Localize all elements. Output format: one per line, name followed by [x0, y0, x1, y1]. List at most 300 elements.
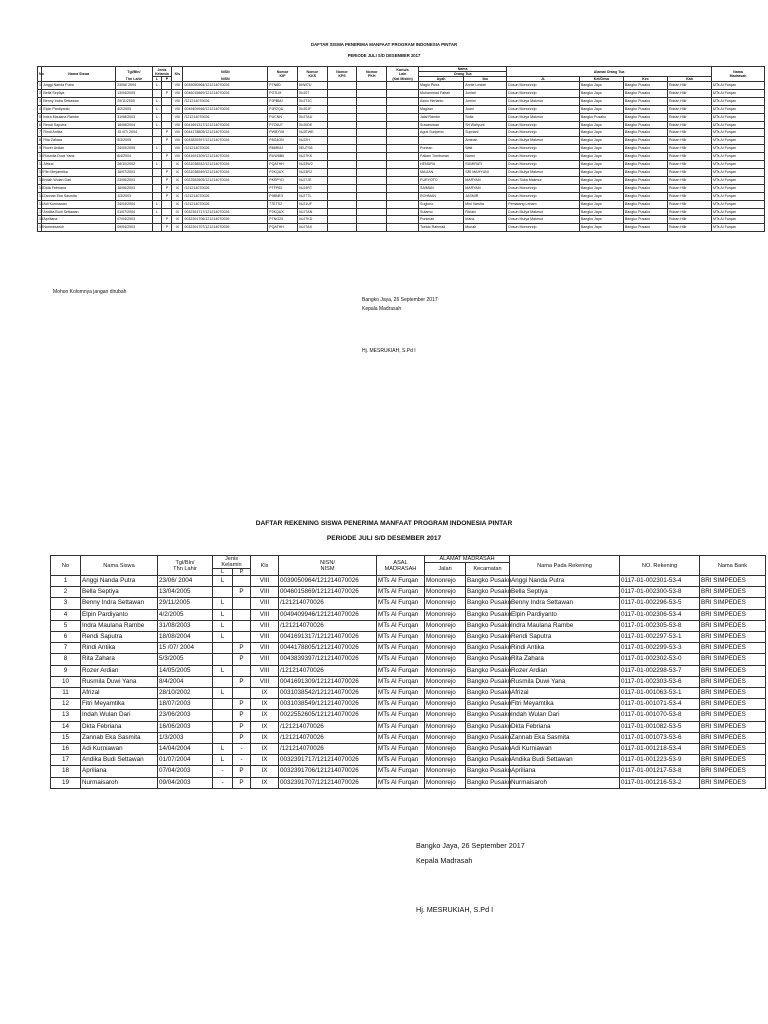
cell-no: 14	[51, 721, 81, 732]
table-row	[51, 587, 766, 598]
cell-tgl: 28/10/2002	[116, 161, 152, 169]
cell-nisn: 0031038549/121214070026	[183, 168, 268, 176]
cell-nisn: 0031038542/121214070026	[279, 688, 377, 699]
cell-asal: MTs Al Furqan	[377, 732, 425, 743]
cell-kls: VIII	[172, 145, 183, 153]
cell-empty	[327, 168, 357, 176]
cell-p: P	[162, 224, 172, 232]
cell-p: P	[233, 777, 251, 788]
cell-ayah: ROHMAN	[419, 192, 464, 200]
cell-kip: PWBYV8	[268, 129, 298, 137]
cell-nisn: /121214070026	[183, 145, 268, 153]
col2-jalan: Jalan	[425, 563, 466, 576]
cell-no: 8	[51, 654, 81, 665]
table-row	[38, 105, 765, 113]
cell-kls: IX	[172, 200, 183, 208]
cell-jalan: Mononrejo	[425, 665, 466, 676]
cell-kab: Rokan Hilir	[667, 216, 711, 224]
cell-no: 3	[51, 598, 81, 609]
cell-nisn: /121214070026	[183, 184, 268, 192]
doc2-signer: Hj. MESRUKIAH, S.Pd I	[416, 905, 494, 914]
cell-nisn: /121214070026	[183, 97, 268, 105]
cell-empty	[357, 137, 387, 145]
col2-asal: ASAL MADRASAH	[377, 556, 425, 576]
cell-nisn: 0041691317/121214070026	[279, 632, 377, 643]
cell-ayah: Poniman	[419, 216, 464, 224]
cell-l	[152, 137, 162, 145]
cell-no: 7	[38, 129, 42, 137]
col-jl: JL	[507, 77, 580, 82]
cell-ayah: Paiiam Tumbunan	[419, 153, 464, 161]
cell-jl: Dusun Mononrejo	[507, 192, 580, 200]
cell-nama: Elpin Pardiyanto	[42, 105, 116, 113]
cell-kls: IX	[251, 699, 279, 710]
cell-kec: Bangko Pusako	[623, 192, 667, 200]
cell-empty	[357, 184, 387, 192]
cell-kec: Bangko Pusako	[623, 145, 667, 153]
table-row	[51, 688, 766, 699]
cell-kel: Bangko Jaya	[579, 208, 623, 216]
col2-rek-nama: Nama Pada Rekening	[510, 556, 620, 576]
cell-jl: Dusun Mononrejo	[507, 184, 580, 192]
cell-l: L	[213, 744, 233, 755]
cell-no: 12	[51, 699, 81, 710]
table-row	[38, 97, 765, 105]
cell-tgl: 01/07/2004	[116, 208, 152, 216]
cell-nisn: 0032391717/121214070026	[183, 208, 268, 216]
cell-kls: IX	[251, 721, 279, 732]
cell-tgl: 14/04/2004	[116, 200, 152, 208]
cell-kel: Bangko Jaya	[579, 168, 623, 176]
cell-kec: Bangko Pusako	[466, 587, 510, 598]
cell-rnama: Anggi Nanda Putra	[510, 576, 620, 587]
cell-empty	[357, 129, 387, 137]
cell-rek: 0117-01-001071-53-4	[620, 699, 700, 710]
cell-asal: MTs Al Furqan	[377, 643, 425, 654]
cell-empty	[357, 105, 387, 113]
cell-empty	[327, 161, 357, 169]
col2-nama: Nama Siswa	[81, 556, 158, 576]
cell-jalan: Mononrejo	[425, 609, 466, 620]
cell-kip: PQATHH	[268, 161, 298, 169]
cell-l: L	[213, 688, 233, 699]
cell-jl: Dusun Mononrejo	[507, 153, 580, 161]
cell-bank: BRI SIMPEDES	[700, 654, 766, 665]
cell-p: P	[162, 168, 172, 176]
cell-nama: Afrizal	[81, 688, 158, 699]
cell-kls: IX	[172, 176, 183, 184]
doc1-note: Mohon Kolomnya jangan dirubah	[53, 289, 127, 295]
cell-no: 11	[38, 161, 42, 169]
cell-kls: IX	[172, 216, 183, 224]
cell-tgl: 16/06/2003	[158, 721, 213, 732]
cell-l	[152, 192, 162, 200]
cell-p	[162, 208, 172, 216]
cell-no: 13	[38, 176, 42, 184]
cell-ibu: Sri Wahyuni	[464, 121, 507, 129]
cell-kks: 0EUTS6	[297, 145, 327, 153]
cell-jalan: Mononrejo	[425, 654, 466, 665]
cell-no: 6	[51, 632, 81, 643]
cell-kls: IX	[172, 192, 183, 200]
cell-kls: VIII	[251, 587, 279, 598]
cell-kec: Bangko Pusako	[623, 184, 667, 192]
cell-nama: Anggi Nanda Putra	[42, 82, 116, 90]
cell-kls: VIII	[172, 129, 183, 137]
cell-kls: IX	[251, 732, 279, 743]
cell-l: L	[152, 145, 162, 153]
doc2-period: PERIODE JULI S/D DESEMBER 2017	[326, 535, 442, 542]
cell-l: L	[152, 200, 162, 208]
cell-empty	[357, 89, 387, 97]
cell-ibu: Supriani	[464, 129, 507, 137]
doc2-position: Kepala Madrasah	[416, 856, 473, 865]
cell-kls: VIII	[172, 89, 183, 97]
cell-ibu: Juani	[464, 105, 507, 113]
cell-jalan: Mononrejo	[425, 688, 466, 699]
cell-rnama: Bella Septiya	[510, 587, 620, 598]
cell-kec: Bangko Pusako	[623, 89, 667, 97]
cell-jalan: Mononrejo	[425, 587, 466, 598]
cell-kls: VIII	[251, 609, 279, 620]
cell-ayah: SAIMAN	[419, 184, 464, 192]
cell-kab: Rokan Hilir	[667, 121, 711, 129]
cell-kec: Bangko Pusako	[623, 82, 667, 90]
bank-account-table	[50, 555, 766, 789]
cell-kec: Bangko Pusako	[466, 755, 510, 766]
col2-rek-no: NO. Rekening	[620, 556, 700, 576]
cell-bank: BRI SIMPEDES	[700, 755, 766, 766]
doc2-place-date: Bangko Jaya, 26 September 2017	[416, 841, 525, 850]
cell-kks: 0UJ0DE	[297, 121, 327, 129]
cell-jl: Dusun Mononrejo	[507, 129, 580, 137]
cell-no: 5	[51, 620, 81, 631]
cell-nisn: 0043839397/121214070026	[183, 137, 268, 145]
cell-empty	[387, 137, 419, 145]
cell-kks: 0UJ7KK	[297, 153, 327, 161]
cell-no: 2	[51, 587, 81, 598]
cell-nama: Bella Septiya	[42, 89, 116, 97]
cell-kab: Rokan Hilir	[667, 224, 711, 232]
cell-kab: Rokan Hilir	[667, 192, 711, 200]
cell-empty	[387, 89, 419, 97]
cell-asal: MTs Al Furqan	[377, 620, 425, 631]
cell-tgl: 16/06/2003	[116, 184, 152, 192]
cell-p	[162, 161, 172, 169]
table-row	[38, 216, 765, 224]
cell-rek: 0117-01-001063-53-1	[620, 688, 700, 699]
cell-kel: Bangko Jaya	[579, 192, 623, 200]
cell-no: 16	[51, 744, 81, 755]
cell-kip: PQATHH	[268, 224, 298, 232]
cell-p	[162, 145, 172, 153]
col-kip: Nomor KIP	[268, 67, 298, 82]
cell-ayah: Magio Putra	[419, 82, 464, 90]
cell-jalan: Mononrejo	[425, 632, 466, 643]
cell-kks: 0UJ3RJ	[297, 168, 327, 176]
cell-p	[233, 620, 251, 631]
col-pkh: Nomor PKH	[357, 67, 387, 82]
cell-kab: Rokan Hilir	[667, 161, 711, 169]
cell-kks: 0UJ7AN	[297, 208, 327, 216]
cell-nama: Andika Budi Settawan	[81, 755, 158, 766]
cell-tgl: 01/07/2004	[158, 755, 213, 766]
cell-nama: Indah Wulan Dari	[81, 710, 158, 721]
cell-kls: IX	[251, 755, 279, 766]
cell-asal: MTs Al Furqan	[377, 688, 425, 699]
cell-kel: Bangko Jaya	[579, 89, 623, 97]
cell-l	[152, 224, 162, 232]
cell-l	[152, 129, 162, 137]
cell-l: L	[213, 632, 233, 643]
cell-nama: Nurmaisaroh	[42, 224, 116, 232]
cell-bank: BRI SIMPEDES	[700, 632, 766, 643]
cell-l	[152, 168, 162, 176]
cell-tgl: 13/04/2005	[158, 587, 213, 598]
cell-nama: Dkta Febriana	[81, 721, 158, 732]
cell-l: L	[152, 208, 162, 216]
cell-jl: Dusun Mononrejo	[507, 145, 580, 153]
cell-empty	[357, 145, 387, 153]
cell-kab: Rokan Hilir	[667, 176, 711, 184]
cell-rnama: Rusmila Duwi Yana	[510, 676, 620, 687]
cell-no: 13	[51, 710, 81, 721]
cell-rek: 0117-01-001218-53-4	[620, 744, 700, 755]
cell-rnama: Rendi Saputra	[510, 632, 620, 643]
cell-l	[213, 710, 233, 721]
cell-empty	[387, 105, 419, 113]
cell-no: 9	[38, 145, 42, 153]
cell-kls: VIII	[172, 137, 183, 145]
cell-jl: Dusun Mononrejo	[507, 89, 580, 97]
cell-no: 11	[51, 688, 81, 699]
cell-rek: 0117-01-002298-53-7	[620, 665, 700, 676]
cell-kls: VIII	[172, 153, 183, 161]
table-row	[51, 699, 766, 710]
cell-empty	[357, 192, 387, 200]
cell-no: 12	[38, 168, 42, 176]
table-row	[51, 755, 766, 766]
cell-ibu: MARYAM	[464, 176, 507, 184]
col-tgl-2: Thn Lahir	[116, 77, 152, 82]
cell-kls: VIII	[251, 676, 279, 687]
cell-p: P	[162, 129, 172, 137]
cell-no: 4	[38, 105, 42, 113]
cell-no: 2	[38, 89, 42, 97]
cell-p: P	[162, 192, 172, 200]
cell-kip: PUCNN	[268, 113, 298, 121]
cell-nama: Rendi Saputra	[42, 121, 116, 129]
table-row	[38, 137, 765, 145]
table-row	[38, 168, 765, 176]
cell-tgl: 07/04/2003	[158, 766, 213, 777]
cell-l: L	[213, 620, 233, 631]
cell-tgl: 5/3/2005	[158, 654, 213, 665]
cell-asal: MTs Al Furqan	[377, 632, 425, 643]
cell-rnama: Dkta Febriana	[510, 721, 620, 732]
cell-nama: Fitri Meyamtika	[42, 168, 116, 176]
cell-kab: Rokan Hilir	[667, 168, 711, 176]
cell-nisn: /121214070026	[183, 200, 268, 208]
col2-no: No	[51, 556, 81, 576]
cell-mad: MTs Al Furqan	[712, 97, 765, 105]
cell-kel: Bangko Jaya	[579, 129, 623, 137]
cell-kks: 0UJ7KD	[297, 216, 327, 224]
cell-kks: 0UJTJC	[297, 97, 327, 105]
cell-mad: MTs Al Furqan	[712, 176, 765, 184]
cell-nama: Apriliana	[42, 216, 116, 224]
cell-p: P	[162, 176, 172, 184]
cell-tgl: 13/04/2005	[116, 89, 152, 97]
cell-kls: IX	[251, 766, 279, 777]
table-row	[51, 576, 766, 587]
cell-kel: Bangko Jaya	[579, 121, 623, 129]
cell-kip: P9BNE3	[268, 192, 298, 200]
cell-kip: PKRPYD	[268, 176, 298, 184]
cell-nama: Benny Indra Settawan	[81, 598, 158, 609]
cell-l: -	[213, 777, 233, 788]
table-row	[51, 766, 766, 777]
cell-nisn: 0022552605/121214070026	[279, 710, 377, 721]
cell-ayah: Sutarno	[419, 208, 464, 216]
cell-kel: Bangko Jaya	[579, 145, 623, 153]
cell-nama: Indra Maulana Rambe	[42, 113, 116, 121]
col-kks: Nomor KKS	[297, 67, 327, 82]
cell-ayah: Sugiono	[419, 200, 464, 208]
cell-jalan: Mononrejo	[425, 699, 466, 710]
cell-kel: Bangko Jaya	[579, 137, 623, 145]
cell-kks: 0UJ1UF	[297, 200, 327, 208]
cell-p	[233, 598, 251, 609]
col-jk: Jenis Kelamin	[152, 67, 172, 77]
table-row	[51, 710, 766, 721]
cell-kec: Bangko Pusako	[623, 208, 667, 216]
cell-jl: Dusun Mononrejo	[507, 161, 580, 169]
cell-tgl: 15 /07/ 2004	[158, 643, 213, 654]
cell-kec: Bangko Pusako	[466, 620, 510, 631]
cell-ibu: Wati	[464, 145, 507, 153]
cell-nama: Rendi Saputra	[81, 632, 158, 643]
cell-mad: MTs Al Furqan	[712, 113, 765, 121]
cell-empty	[327, 137, 357, 145]
cell-kks: 0UJEWE	[297, 129, 327, 137]
cell-rek: 0117-01-002299-53-3	[620, 643, 700, 654]
cell-nama: Adi Kurniawan	[42, 200, 116, 208]
cell-ayah: Toeido Rahmad	[419, 224, 464, 232]
cell-nisn: 0039050964/121214070026	[183, 82, 268, 90]
cell-empty	[327, 192, 357, 200]
cell-rek: 0117-01-002302-53-0	[620, 654, 700, 665]
cell-kks: 0UJ3W2	[297, 161, 327, 169]
cell-tgl: 23/06/ 2004	[116, 82, 152, 90]
cell-p: P	[233, 587, 251, 598]
cell-kel: Bangko Jaya	[579, 184, 623, 192]
col-no: No	[38, 67, 42, 82]
cell-jalan: Mononrejo	[425, 676, 466, 687]
cell-kip: P7N6D	[268, 82, 298, 90]
cell-no: 19	[38, 224, 42, 232]
cell-kip: PJR2QU	[268, 105, 298, 113]
cell-p: P	[233, 676, 251, 687]
cell-empty	[327, 89, 357, 97]
cell-bank: BRI SIMPEDES	[700, 609, 766, 620]
cell-no: 6	[38, 121, 42, 129]
cell-kab: Rokan Hilir	[667, 82, 711, 90]
cell-kel: Bangko Jaya	[579, 97, 623, 105]
cell-l: L	[152, 121, 162, 129]
table-row	[38, 82, 765, 90]
cell-jalan: Mononrejo	[425, 576, 466, 587]
col-ayah: Ayah	[419, 77, 464, 82]
table-row	[38, 145, 765, 153]
col2-p: P	[233, 569, 251, 576]
cell-nisn: 0041691309/121214070026	[183, 153, 268, 161]
cell-bank: BRI SIMPEDES	[700, 721, 766, 732]
cell-kls: VIII	[172, 121, 183, 129]
cell-no: 9	[51, 665, 81, 676]
cell-no: 5	[38, 113, 42, 121]
cell-nama: Zannab Eka Sasmita	[42, 192, 116, 200]
cell-nama: Rusmila Duwi Yana	[42, 153, 116, 161]
cell-kip: PG7LM	[268, 89, 298, 97]
cell-jl: Dusun Mononrejo	[507, 105, 580, 113]
cell-nama: Rozer Ardian	[81, 665, 158, 676]
cell-kab: Rokan Hilir	[667, 153, 711, 161]
cell-l: L	[152, 97, 162, 105]
cell-nisn: 0041691309/121214070026	[279, 676, 377, 687]
cell-bank: BRI SIMPEDES	[700, 688, 766, 699]
cell-rek: 0117-01-001070-53-8	[620, 710, 700, 721]
cell-p	[162, 97, 172, 105]
cell-nisn: /121214070026	[183, 113, 268, 121]
cell-kec: Bangko Pusako	[623, 113, 667, 121]
cell-ayah: Jalal Rambe	[419, 113, 464, 121]
cell-kls: IX	[251, 744, 279, 755]
cell-rek: 0117-01-002300-53-8	[620, 587, 700, 598]
cell-tgl: 18/08/2004	[116, 121, 152, 129]
cell-nisn: /121214070026	[279, 665, 377, 676]
cell-nisn: 0043839397/121214070026	[279, 654, 377, 665]
table-row	[51, 643, 766, 654]
cell-kec: Bangko Pusako	[466, 777, 510, 788]
cell-empty	[387, 192, 419, 200]
cell-nama: Adi Kurniawan	[81, 744, 158, 755]
cell-empty	[327, 121, 357, 129]
cell-tgl: 18/08/2004	[158, 632, 213, 643]
student-beneficiary-table	[37, 66, 765, 232]
cell-mad: MTs Al Furqan	[712, 129, 765, 137]
cell-rek: 0117-01-001082-53-5	[620, 721, 700, 732]
cell-asal: MTs Al Furqan	[377, 665, 425, 676]
cell-no: 17	[38, 208, 42, 216]
table-row	[51, 777, 766, 788]
cell-mad: MTs Al Furqan	[712, 89, 765, 97]
cell-tgl: 14/04/2004	[158, 744, 213, 755]
cell-jl: Dusun Mononrejo	[507, 121, 580, 129]
cell-no: 16	[38, 200, 42, 208]
cell-rnama: Benny Indra Settawan	[510, 598, 620, 609]
cell-tgl: 28/10/2002	[158, 688, 213, 699]
cell-bank: BRI SIMPEDES	[700, 587, 766, 598]
cell-l	[213, 654, 233, 665]
cell-kip: R86RMJ	[268, 145, 298, 153]
cell-kec: Bangko Pusako	[623, 200, 667, 208]
cell-kec: Bangko Pusako	[466, 710, 510, 721]
cell-p	[233, 688, 251, 699]
cell-p: P	[162, 89, 172, 97]
cell-kip: PTNG25	[268, 216, 298, 224]
cell-ibu: SUMIRATI	[464, 161, 507, 169]
